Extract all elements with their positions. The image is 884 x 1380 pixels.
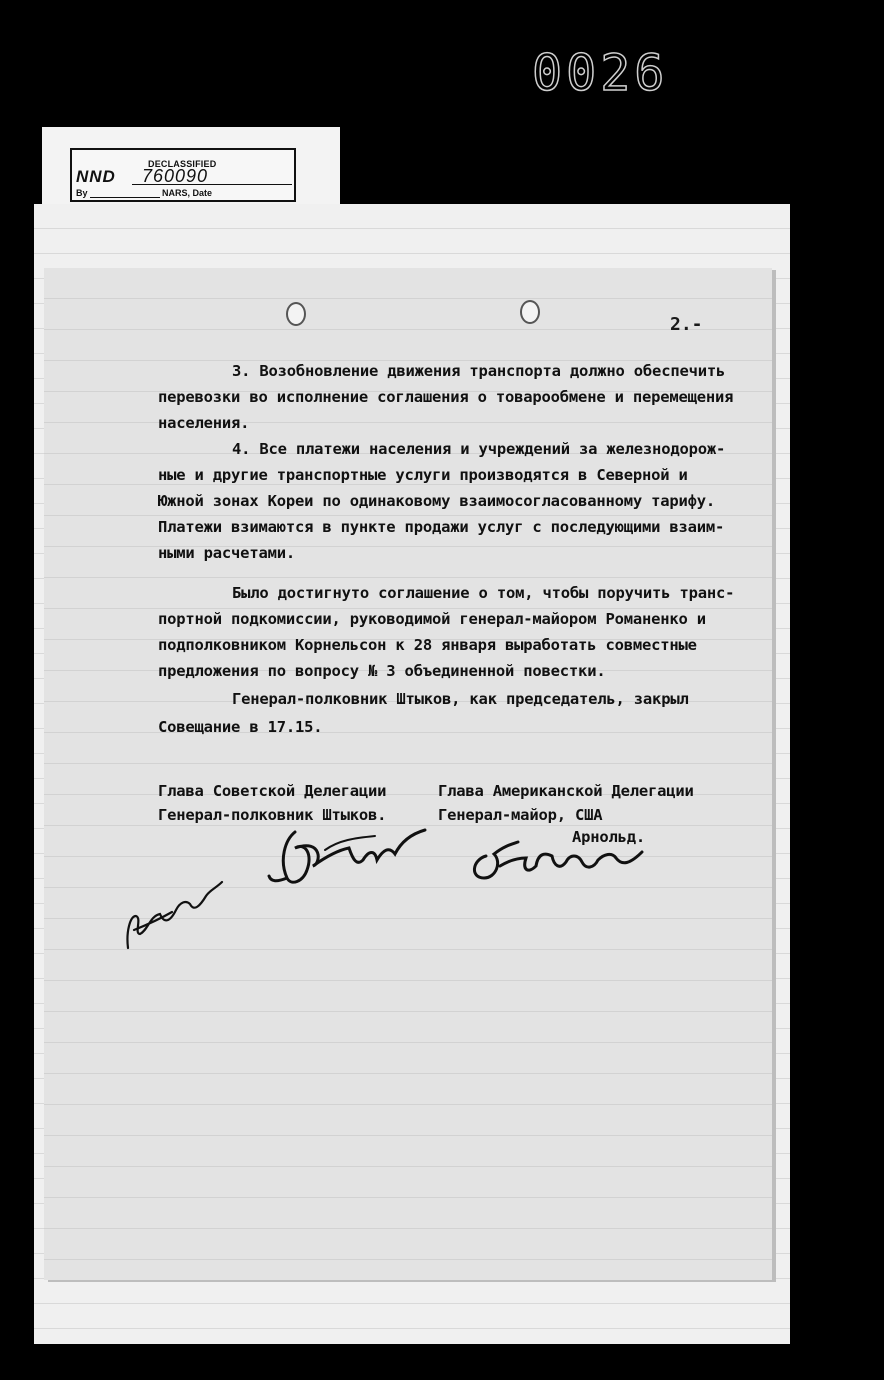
body-line: ными расчетами.: [158, 544, 295, 562]
body-line: 4. Все платежи населения и учреждений за железнодорож-: [232, 440, 726, 458]
body-line: портной подкомиссии, руководимой генерал-майором Романенко и: [158, 610, 706, 628]
body-line: 3. Возобновление движения транспорта должно обеспечить: [232, 362, 726, 380]
punch-hole: [520, 300, 540, 324]
declassification-stamp: [70, 148, 296, 202]
stamp-nars-date-label: NARS, Date: [162, 188, 213, 198]
shtykov-signature: [265, 820, 435, 890]
body-line: Совещание в 17.15.: [158, 718, 323, 736]
stamp-declassified-label: DECLASSIFIED: [148, 159, 217, 169]
body-line: Генерал-полковник Штыков, как председатель, закрыл: [232, 690, 689, 708]
body-line: перевозки во исполнение соглашения о товарообмене и перемещения: [158, 388, 734, 406]
page-number: 2.-: [670, 314, 703, 335]
stamp-rule: [132, 184, 292, 185]
body-line: подполковником Корнельсон к 28 января выработать совместные: [158, 636, 697, 654]
body-line: ные и другие транспортные услуги производятся в Северной и: [158, 466, 688, 484]
stamp-rule: [90, 197, 160, 198]
microfilm-frame-number: 0026: [532, 44, 669, 102]
stamp-nnd-label: NND: [76, 167, 116, 186]
soviet-delegation-title: Глава Советской Делегации: [158, 782, 387, 800]
american-delegation-title: Глава Американской Делегации: [438, 782, 694, 800]
document-page: [44, 268, 772, 1280]
body-line: населения.: [158, 414, 250, 432]
body-line: предложения по вопросу № 3 объединенной повестки.: [158, 662, 606, 680]
initials-signature: [120, 872, 230, 952]
body-line: Было достигнуто соглашение о том, чтобы поручить транс-: [232, 584, 735, 602]
body-line: Платежи взимаются в пункте продажи услуг с последующими взаим-: [158, 518, 725, 536]
american-delegation-name: Арнольд.: [572, 828, 646, 846]
punch-hole: [286, 302, 306, 326]
soviet-delegation-name: Генерал-полковник Штыков.: [158, 806, 387, 824]
american-delegation-rank: Генерал-майор, США: [438, 806, 603, 824]
body-line: Южной зонах Кореи по одинаковому взаимосогласованному тарифу.: [158, 492, 716, 510]
stamp-nnd-number: 760090: [142, 166, 209, 186]
stamp-by-label: By: [76, 188, 88, 198]
arnold-signature: [466, 836, 656, 886]
